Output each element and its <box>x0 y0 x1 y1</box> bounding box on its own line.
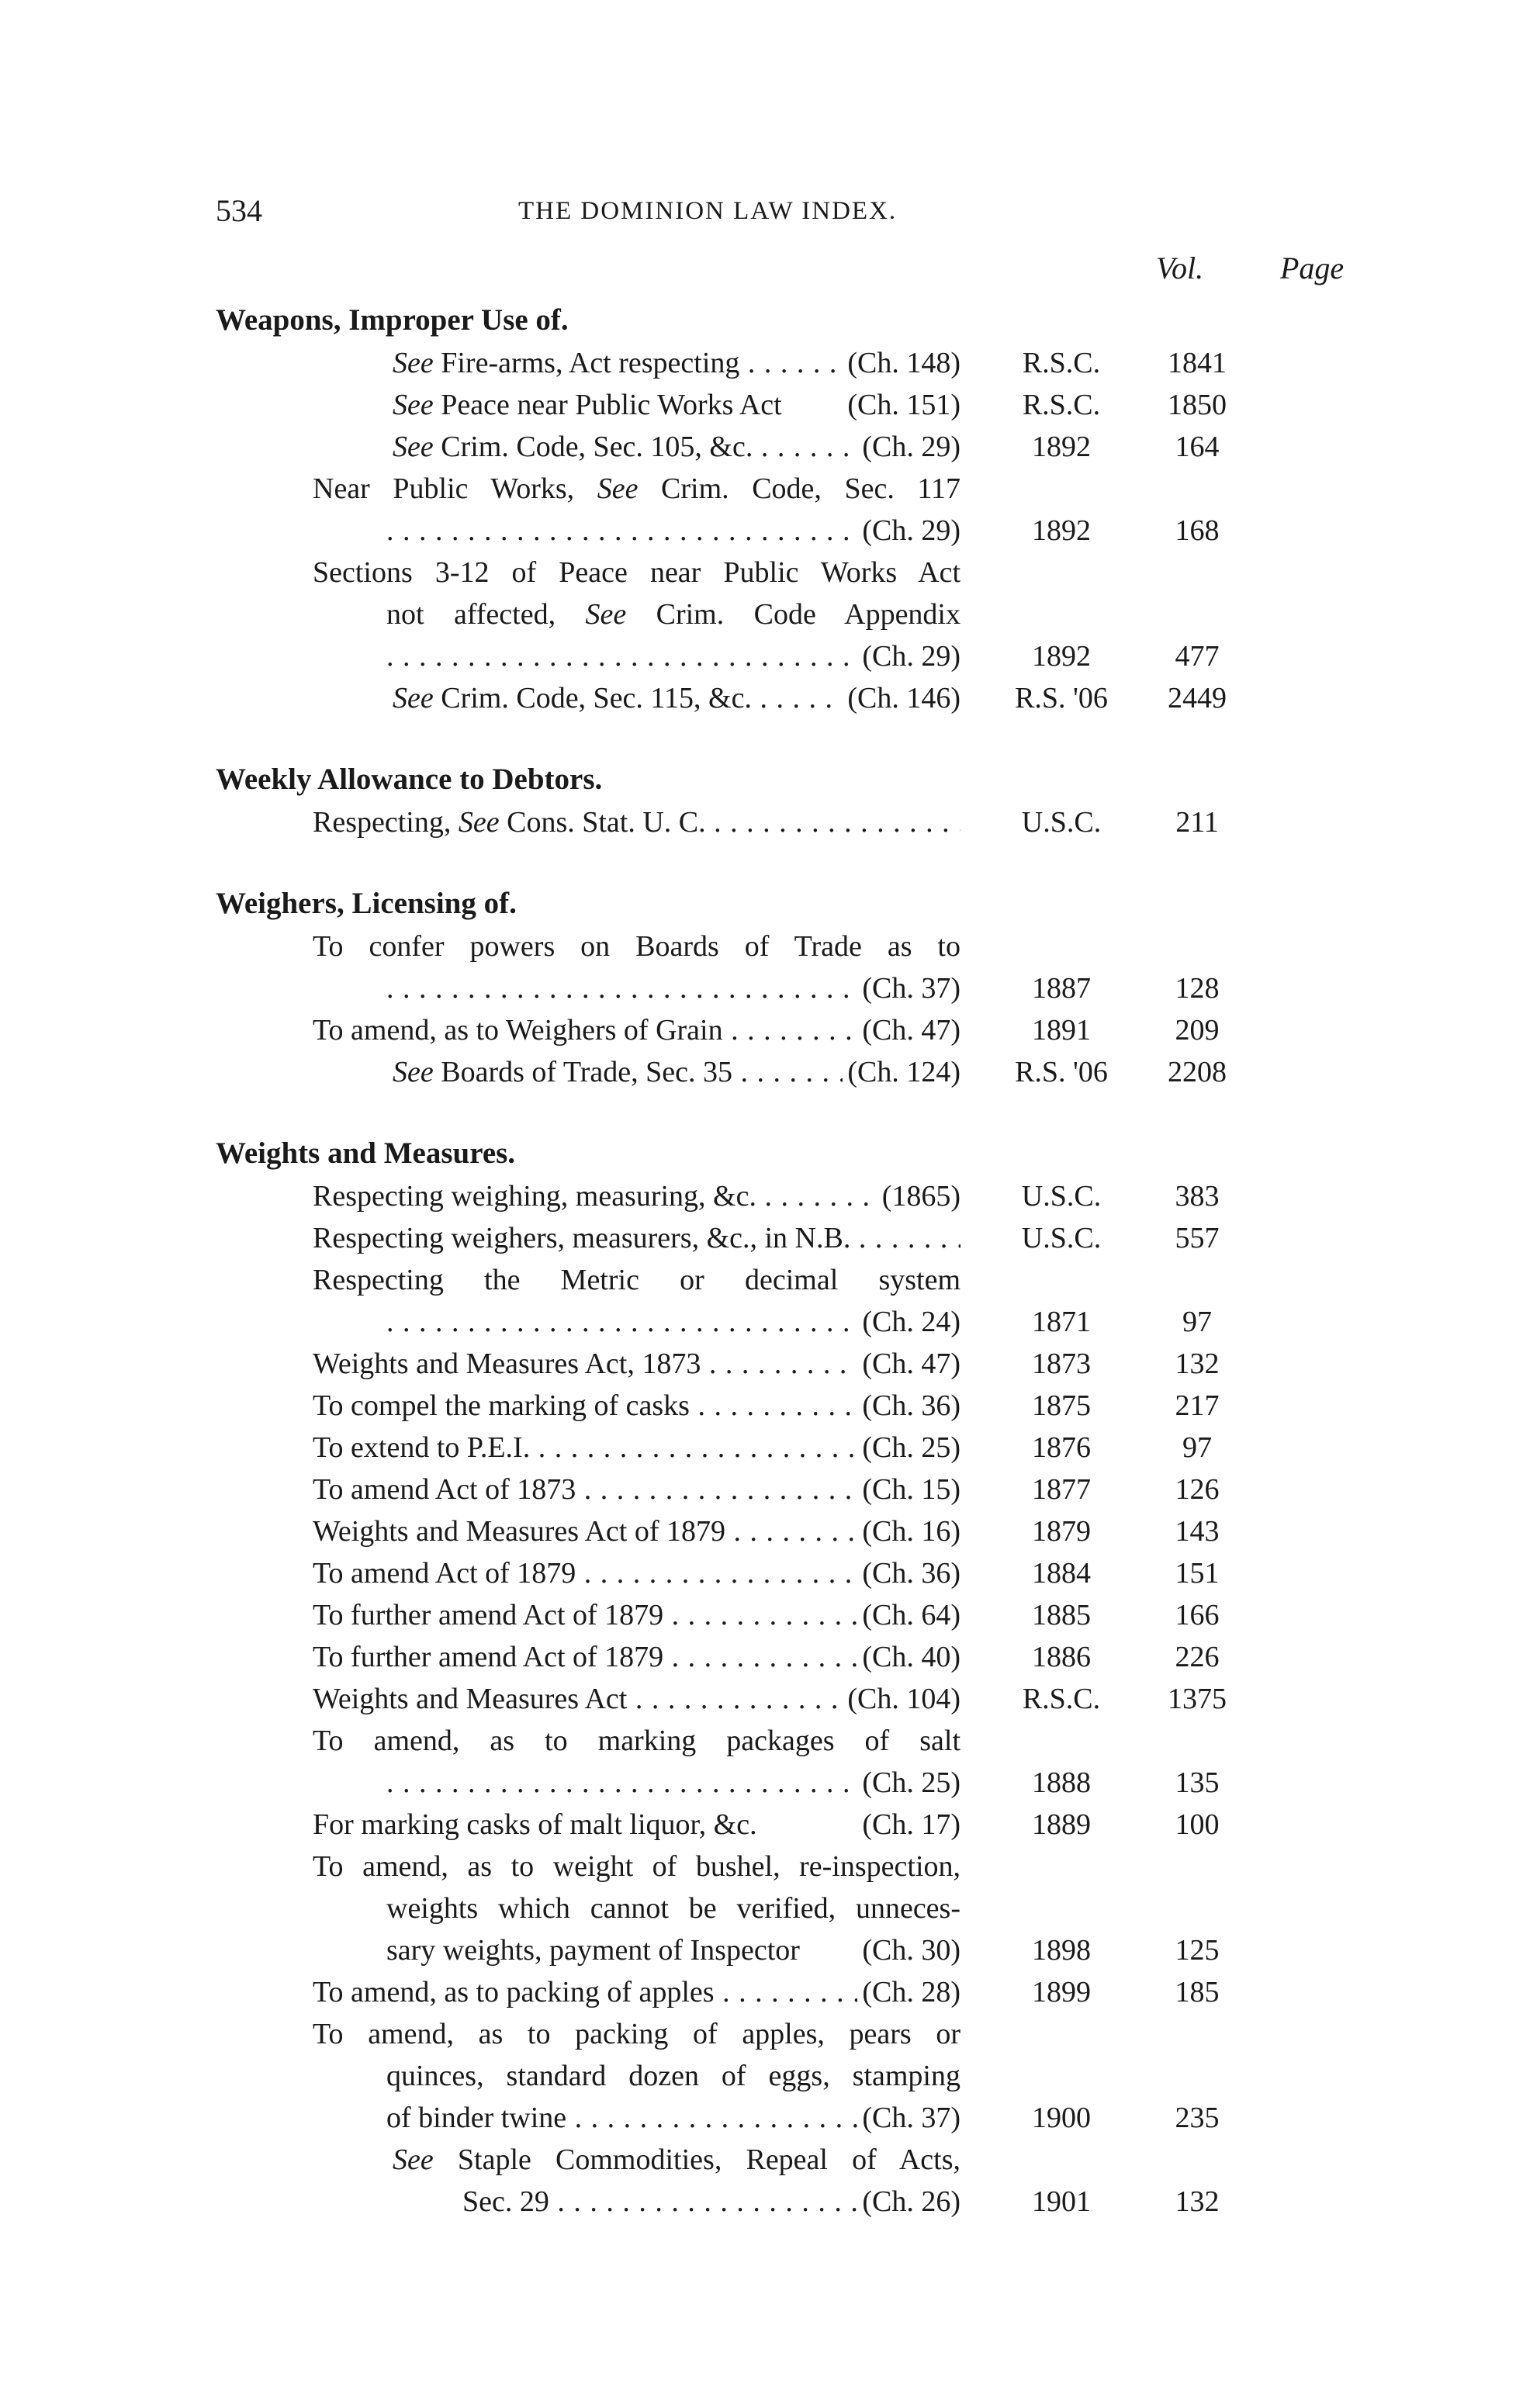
index-entry <box>216 426 1333 468</box>
index-entry <box>216 1175 1333 1217</box>
entry-volume: U.S.C. <box>1021 806 1102 839</box>
index-entry <box>216 1510 1333 1552</box>
entry-chapter: (Ch. 30) <box>862 1934 960 1967</box>
entry-text: Respecting, See Cons. Stat. U. C. . . . <box>216 801 960 843</box>
column-header-page: Page <box>1280 251 1345 285</box>
entry-subject: To amend Act of 1879 . . . <box>313 1552 857 1594</box>
entry-text <box>216 1175 960 1217</box>
entry-chapter: (Ch. 29) <box>862 640 960 673</box>
index-entry <box>216 1009 1333 1051</box>
entry-text <box>216 1427 960 1469</box>
entry-page: 128 <box>1175 972 1220 1005</box>
entry-chapter: (Ch. 36) <box>862 1557 960 1590</box>
index-entry <box>216 1385 1333 1427</box>
entry-subject: To further amend Act of 1879 . . . <box>313 1636 857 1678</box>
entry-page: 557 <box>1175 1222 1220 1254</box>
entry-text <box>216 1510 960 1552</box>
entry-subject: Fire-arms, Act respecting <box>441 347 740 379</box>
index-content <box>216 299 1333 2261</box>
entry-text <box>216 1552 960 1594</box>
entry-page: 1375 <box>1168 1683 1227 1715</box>
entry-subject: To amend, as to packing of apples . . . <box>313 1971 857 2013</box>
entry-page: 2449 <box>1168 682 1227 714</box>
entry-page: 97 <box>1182 1431 1212 1464</box>
entry-subject: To amend, as to Weighers of Grain . . . <box>313 1009 857 1051</box>
entry-text <box>216 1385 960 1427</box>
index-entry <box>216 1469 1333 1510</box>
index-entry <box>216 1552 1333 1594</box>
entry-text <box>216 1971 960 2013</box>
column-header-vol: Vol. <box>1156 251 1204 285</box>
entry-page: 126 <box>1175 1473 1220 1506</box>
book-title: THE DOMINION LAW INDEX. <box>518 197 898 225</box>
entry-page: 235 <box>1175 2102 1220 2134</box>
entry-chapter: (Ch. 24) <box>862 1306 960 1338</box>
index-entry <box>216 342 1333 384</box>
index-entry <box>216 1217 1333 1259</box>
entry-page: 143 <box>1175 1515 1220 1548</box>
entry-volume: 1901 <box>1032 2185 1091 2218</box>
entry-chapter: (Ch. 25) <box>862 1766 960 1799</box>
entry-volume: 1875 <box>1032 1389 1091 1422</box>
entry-volume: R.S.C. <box>1022 1683 1101 1715</box>
index-entry <box>216 1804 1333 1846</box>
index-entry <box>216 1720 1333 1804</box>
entry-chapter: (Ch. 26) <box>862 2185 960 2218</box>
entry-chapter: (Ch. 151) <box>847 389 960 421</box>
entry-page: 151 <box>1175 1557 1220 1590</box>
entry-page: 217 <box>1175 1389 1220 1422</box>
index-entry <box>216 1971 1333 2013</box>
entry-text <box>216 1594 960 1636</box>
entry-page: 164 <box>1175 431 1220 463</box>
entry-volume: R.S. '06 <box>1015 682 1108 714</box>
entry-chapter: (Ch. 25) <box>862 1431 960 1464</box>
entry-text <box>216 1217 960 1259</box>
entry-subject: To amend Act of 1873 . . . <box>313 1469 857 1510</box>
entry-page: 383 <box>1175 1180 1220 1213</box>
entry-page: 209 <box>1175 1014 1220 1047</box>
index-entry <box>216 1678 1333 1720</box>
entry-text: To amend, as to marking packages of salt . . . (Ch. 25) <box>216 1720 960 1804</box>
index-entry <box>216 1594 1333 1636</box>
section-weighers <box>216 882 1333 1093</box>
entry-text <box>216 1636 960 1678</box>
index-entry <box>216 2139 1333 2223</box>
entry-text <box>216 1009 960 1051</box>
entry-chapter: (Ch. 40) <box>862 1641 960 1673</box>
entry-subject: For marking casks of malt liquor, &c. <box>313 1808 757 1841</box>
entry-chapter: (Ch. 64) <box>862 1599 960 1631</box>
section-weekly-allowance <box>216 758 1333 843</box>
entry-subject: Crim. Code, Sec. 115, &c. <box>441 682 752 714</box>
index-entry <box>216 2013 1333 2139</box>
entry-chapter: (Ch. 146) <box>847 682 960 714</box>
entry-text: Sections 3-12 of Peace near Public Works Act not affected, See Crim. Code Appendix . . . (Ch. 29) <box>216 552 960 677</box>
entry-text <box>216 1051 960 1093</box>
entry-volume: U.S.C. <box>1021 1222 1102 1254</box>
section-weapons <box>216 299 1333 719</box>
entry-page: 168 <box>1175 514 1220 547</box>
entry-volume: 1888 <box>1032 1766 1091 1799</box>
column-headers <box>1009 250 1345 296</box>
entry-page: 477 <box>1175 640 1220 673</box>
entry-text <box>216 1804 960 1846</box>
entry-page: 100 <box>1175 1808 1220 1841</box>
section-heading: Weekly Allowance to Debtors. <box>216 763 603 796</box>
entry-chapter: (Ch. 15) <box>862 1473 960 1506</box>
entry-volume: 1885 <box>1032 1599 1091 1631</box>
entry-text <box>216 1678 960 1720</box>
entry-page: 132 <box>1175 2185 1220 2218</box>
entry-text: Respecting the Metric or decimal system . . . (Ch. 24) <box>216 1259 960 1343</box>
entry-volume: 1899 <box>1032 1976 1091 2008</box>
entry-subject: Crim. Code, Sec. 105, &c. <box>441 431 753 463</box>
entry-volume: 1892 <box>1032 431 1091 463</box>
entry-volume: U.S.C. <box>1021 1180 1102 1213</box>
entry-subject: Respecting weighers, measurers, &c., in N.B. . . . <box>313 1217 960 1259</box>
entry-text: Near Public Works, See Crim. Code, Sec. 117 . . . (Ch. 29) <box>216 468 960 552</box>
entry-volume: R.S.C. <box>1022 347 1101 379</box>
entry-volume: 1891 <box>1032 1014 1091 1047</box>
entry-text <box>216 677 960 719</box>
entry-subject: Peace near Public Works Act <box>441 389 782 421</box>
entry-text <box>216 426 960 468</box>
entry-volume: 1873 <box>1032 1348 1091 1380</box>
entry-text <box>216 342 960 384</box>
entry-chapter: (Ch. 47) <box>862 1014 960 1047</box>
entry-text <box>216 384 960 426</box>
index-entry <box>216 1636 1333 1678</box>
index-entry <box>216 1427 1333 1469</box>
entry-page: 1841 <box>1168 347 1227 379</box>
entry-volume: R.S.C. <box>1022 389 1101 421</box>
entry-chapter: (Ch. 29) <box>862 514 960 547</box>
entry-page: 211 <box>1175 806 1219 839</box>
see-reference: See <box>458 806 500 839</box>
entry-volume: 1892 <box>1032 640 1091 673</box>
entry-volume: 1871 <box>1032 1306 1091 1338</box>
index-entry <box>216 1343 1333 1385</box>
entry-page: 185 <box>1175 1976 1220 2008</box>
entry-page: 1850 <box>1168 389 1227 421</box>
entry-text <box>216 1469 960 1510</box>
entry-page: 97 <box>1182 1306 1212 1338</box>
running-head <box>216 192 1325 239</box>
entry-text: To confer powers on Boards of Trade as to . . . (Ch. 37) <box>216 925 960 1009</box>
entry-volume: 1889 <box>1032 1808 1091 1841</box>
entry-chapter: (Ch. 36) <box>862 1389 960 1422</box>
entry-volume: 1877 <box>1032 1473 1091 1506</box>
entry-chapter: (Ch. 17) <box>862 1808 960 1841</box>
entry-subject: Weights and Measures Act, 1873 . . . <box>313 1343 857 1385</box>
entry-page: 226 <box>1175 1641 1220 1673</box>
entry-chapter: (Ch. 28) <box>862 1976 960 2008</box>
entry-chapter: (Ch. 37) <box>862 2102 960 2134</box>
section-heading: Weapons, Improper Use of. <box>216 303 569 337</box>
entry-text: To amend, as to packing of apples, pears or quinces, standard dozen of eggs, stamping of binder twine . . . (Ch. 37) <box>216 2013 960 2139</box>
see-reference: See <box>393 2143 434 2176</box>
entry-page: 135 <box>1175 1766 1220 1799</box>
entry-subject: Weights and Measures Act . . . <box>313 1678 843 1720</box>
entry-chapter: (Ch. 16) <box>862 1515 960 1548</box>
entry-subject: Cons. Stat. U. C. <box>507 806 706 839</box>
entry-volume: 1892 <box>1032 514 1091 547</box>
entry-volume: 1884 <box>1032 1557 1091 1590</box>
section-heading: Weighers, Licensing of. <box>216 887 517 920</box>
entry-page: 2208 <box>1168 1056 1227 1088</box>
section-heading: Weights and Measures. <box>216 1137 516 1170</box>
entry-chapter: (Ch. 47) <box>862 1348 960 1380</box>
entry-text <box>216 1343 960 1385</box>
index-entry <box>216 1846 1333 1971</box>
index-entry <box>216 552 1333 677</box>
entry-text: To amend, as to weight of bushel, re-inspection, weights which cannot be verified, unneces- sary weights, payment of Inspector (Ch. 30) <box>216 1846 960 1971</box>
entry-page: 166 <box>1175 1599 1220 1631</box>
entry-subject: Respecting weighing, measuring, &c. . . . <box>313 1175 877 1217</box>
see-reference: See <box>393 431 434 463</box>
entry-volume: 1887 <box>1032 972 1091 1005</box>
index-entry <box>216 384 1333 426</box>
index-entry <box>216 677 1333 719</box>
index-entry <box>216 1259 1333 1343</box>
entry-volume: 1898 <box>1032 1934 1091 1967</box>
index-entry <box>216 801 1333 843</box>
page-number: 534 <box>216 193 262 228</box>
entry-chapter: (Ch. 29) <box>862 431 960 463</box>
entry-subject: Weights and Measures Act of 1879 . . . <box>313 1510 857 1552</box>
index-entry <box>216 1051 1333 1093</box>
see-reference: See <box>597 472 639 505</box>
see-reference: See <box>393 1056 434 1088</box>
entry-volume: R.S. '06 <box>1015 1056 1108 1088</box>
section-weights-and-measures <box>216 1132 1333 2223</box>
see-reference: See <box>393 389 434 421</box>
entry-subject: Boards of Trade, Sec. 35 <box>441 1056 732 1088</box>
entry-volume: 1876 <box>1032 1431 1091 1464</box>
entry-chapter: (Ch. 37) <box>862 972 960 1005</box>
see-reference: See <box>393 347 434 379</box>
index-entry <box>216 468 1333 552</box>
index-entry <box>216 925 1333 1009</box>
see-reference: See <box>585 598 627 631</box>
entry-text: See Staple Commodities, Repeal of Acts, Sec. 29 . . . (Ch. 26) <box>216 2139 960 2223</box>
entry-chapter: (1865) <box>881 1180 960 1213</box>
entry-chapter: (Ch. 124) <box>847 1056 960 1088</box>
entry-subject: To compel the marking of casks . . . <box>313 1385 857 1427</box>
entry-page: 125 <box>1175 1934 1220 1967</box>
entry-volume: 1879 <box>1032 1515 1091 1548</box>
see-reference: See <box>393 682 434 714</box>
entry-volume: 1900 <box>1032 2102 1091 2134</box>
entry-subject: To extend to P.E.I. . . . <box>313 1427 857 1469</box>
entry-subject: To further amend Act of 1879 . . . <box>313 1594 857 1636</box>
entry-chapter: (Ch. 148) <box>847 347 960 379</box>
entry-volume: 1886 <box>1032 1641 1091 1673</box>
entry-chapter: (Ch. 104) <box>847 1683 960 1715</box>
entry-page: 132 <box>1175 1348 1220 1380</box>
